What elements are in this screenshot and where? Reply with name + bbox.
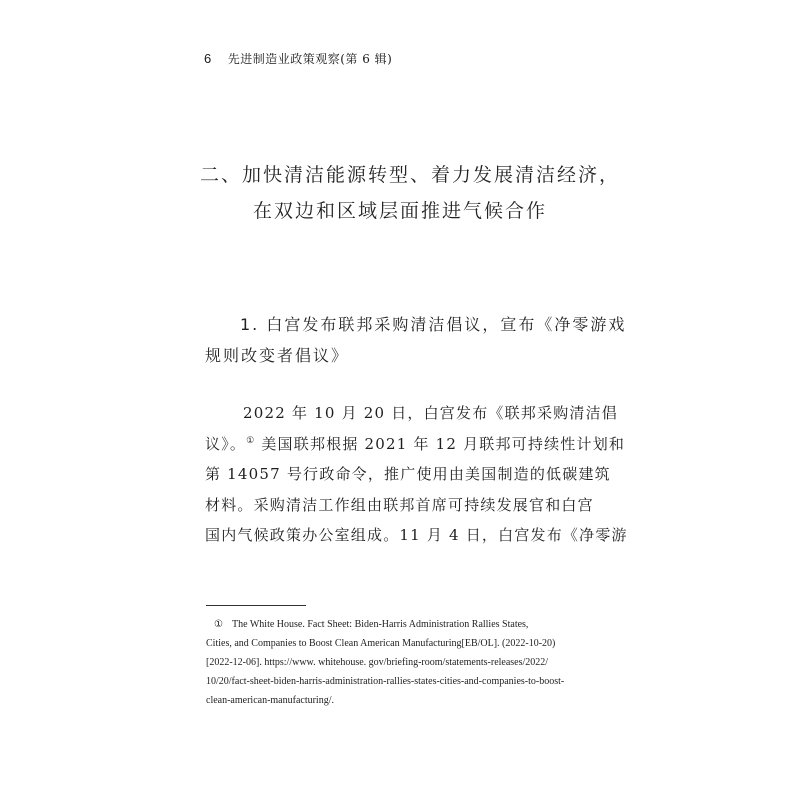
footnote-reference[interactable]: ① xyxy=(246,436,256,446)
body-text-line: 第 14057 号行政命令，推广使用由美国制造的低碳建筑 xyxy=(205,465,611,483)
body-text-line: 国内气候政策办公室组成。11 月 4 日，白宫发布《净零游 xyxy=(205,526,628,544)
subsection-heading-line-2: 规则改变者倡议》 xyxy=(205,346,350,365)
body-text-line: 材料。采购清洁工作组由联邦首席可持续发展官和白宫 xyxy=(205,496,594,514)
footnote-line: 10/20/fact-sheet-biden-harris-administration-rallies-states-cities-and-companies-to-boost- xyxy=(206,676,565,687)
running-title: 先进制造业政策观察(第 6 辑) xyxy=(227,52,393,66)
footnote-divider xyxy=(206,605,306,606)
body-text-fragment: 议》。 xyxy=(205,435,247,453)
footnote-line: Cities, and Companies to Boost Clean American Manufacturing[EB/OL]. (2022-10-20) xyxy=(206,638,556,649)
subsection-heading-line-1: 1. 白宫发布联邦采购清洁倡议，宣布《净零游戏 xyxy=(240,315,627,334)
footnote-line xyxy=(206,615,601,634)
section-title-line-1: 二、加快清洁能源转型、着力发展清洁经济， xyxy=(199,164,620,186)
footnote-line: clean-american-manufacturing/. xyxy=(206,695,334,706)
page-header xyxy=(204,50,392,67)
body-text-line xyxy=(205,433,625,454)
footnote-line: [2022-12-06]. https://www. whitehouse. gov/briefing-room/statements-releases/2022/ xyxy=(206,657,549,668)
footnote xyxy=(206,615,601,710)
footnote-text: The White House. Fact Sheet: Biden-Harris Administration Rallies States, xyxy=(232,619,529,630)
section-title-line-2: 在双边和区域层面推进气候合作 xyxy=(252,200,547,222)
page-number: 6 xyxy=(204,51,212,66)
body-text-fragment: 美国联邦根据 2021 年 12 月联邦可持续性计划和 xyxy=(255,435,626,453)
body-text-line: 2022 年 10 月 20 日，白宫发布《联邦采购清洁倡 xyxy=(243,404,618,422)
footnote-marker: ① xyxy=(214,619,223,630)
